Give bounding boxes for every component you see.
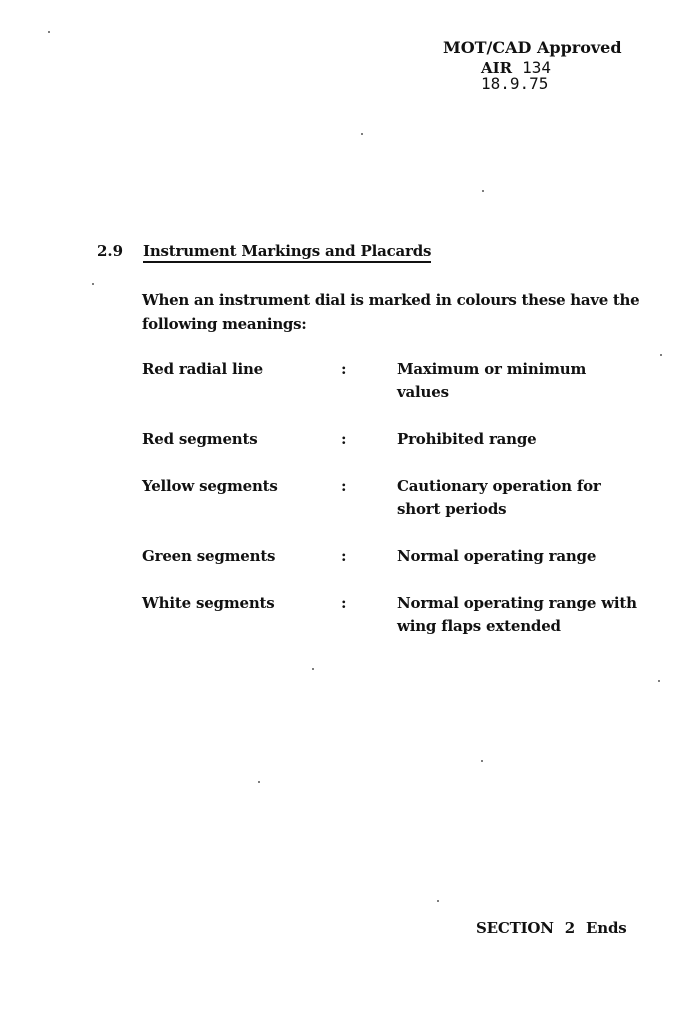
marking-label: Red segments [142, 430, 258, 448]
markings-table [142, 358, 652, 652]
section-number: 2.9 [97, 242, 124, 260]
scan-speck [660, 354, 662, 356]
marking-meaning: Normal operating range [397, 547, 597, 565]
marking-separator: : [341, 594, 347, 612]
section-end-label: SECTION 2 Ends [476, 919, 627, 937]
marking-meaning: Maximum or minimum values [397, 360, 587, 401]
marking-label: White segments [142, 594, 275, 612]
scan-speck [361, 133, 363, 135]
marking-row [142, 545, 652, 592]
approval-date: 18.9.75 [481, 74, 549, 93]
scan-speck [658, 680, 660, 682]
marking-separator: : [341, 430, 347, 448]
marking-label: Red radial line [142, 360, 264, 378]
marking-label: Green segments [142, 547, 276, 565]
marking-meaning: Prohibited range [397, 430, 537, 448]
approval-text: MOT/CAD Approved [443, 38, 622, 57]
scan-speck [482, 190, 484, 192]
scan-speck [92, 283, 94, 285]
marking-row [142, 592, 652, 652]
scan-speck [312, 668, 314, 670]
air-number: 134 [522, 58, 552, 77]
marking-separator: : [341, 477, 347, 495]
air-label: AIR [481, 59, 513, 77]
scan-speck [258, 781, 260, 783]
marking-meaning: Cautionary operation for short periods [397, 477, 601, 518]
scan-speck [437, 900, 439, 902]
marking-row [142, 475, 652, 545]
marking-separator: : [341, 360, 347, 378]
marking-label: Yellow segments [142, 477, 278, 495]
marking-separator: : [341, 547, 347, 565]
scan-speck [48, 31, 50, 33]
intro-paragraph: When an instrument dial is marked in colours these have the following meanings: [142, 291, 640, 333]
approval-stamp [443, 38, 643, 94]
marking-meaning: Normal operating range with wing flaps extended [397, 594, 637, 635]
marking-row [142, 428, 652, 475]
marking-row [142, 358, 652, 428]
section-heading: Instrument Markings and Placards [143, 242, 431, 263]
scan-speck [481, 760, 483, 762]
